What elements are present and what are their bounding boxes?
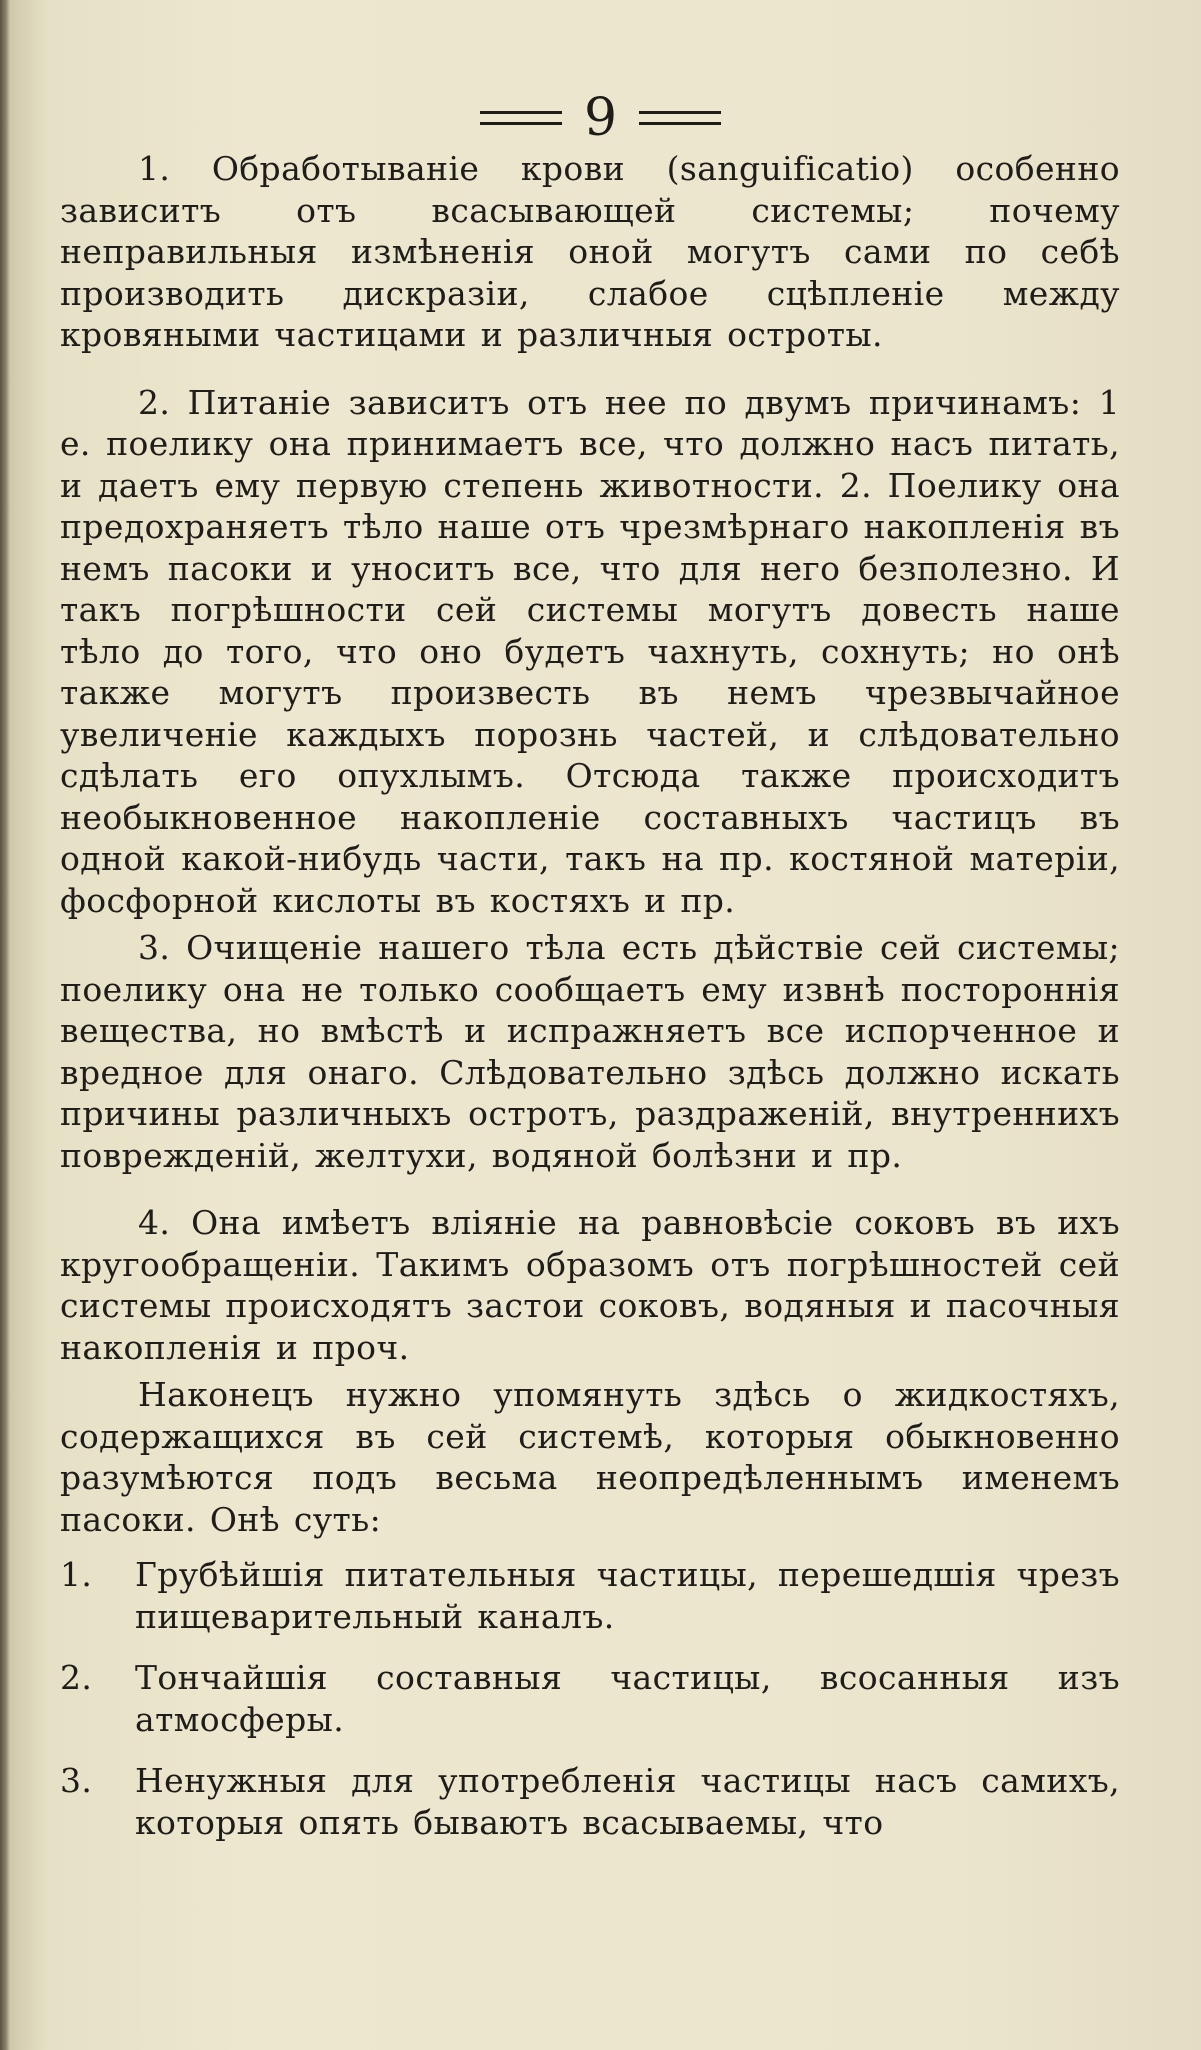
paragraph-1: 1. Обработываніе крови (sanguificatio) особенно зависитъ отъ всасывающей системы; почему неправильныя измѣненія оной могутъ сами по себѣ производить дискразіи, слабое сцѣпленіе между кровяными частицами и различныя остроты.	[60, 149, 1120, 354]
list-item	[60, 1657, 1120, 1740]
list-item-text: Ненужныя для употребленія частицы насъ самихъ, которыя опять бываютъ всасываемы, что	[135, 1761, 1120, 1842]
list-item-text: Тончайшія составныя частицы, всосанныя изъ атмосферы.	[135, 1658, 1120, 1739]
list-item-number: 2.	[60, 1658, 93, 1697]
enumerated-list	[60, 1554, 1120, 1843]
paragraph-5: Наконецъ нужно упомянуть здѣсь о жидкостяхъ, содержащихся въ сей системѣ, которыя обыкновенно разумѣются подъ весьма неопредѣленнымъ именемъ пасоки. Онѣ суть:	[60, 1375, 1120, 1539]
list-item-text: Грубѣйшія питательныя частицы, перешедшія чрезъ пищеварительный каналъ.	[135, 1555, 1120, 1636]
paragraph-2: 2. Питаніе зависитъ отъ нее по двумъ причинамъ: 1 е. поелику она принимаетъ все, что должно насъ питать, и даетъ ему первую степень животности. 2. Поелику она предохраняетъ тѣло наше отъ чрезмѣрнаго накопленія въ немъ пасоки и уноситъ все, что для него безполезно. И такъ погрѣшности сей системы могутъ довесть наше тѣло до того, что оно будетъ чахнуть, сохнуть; но онѣ также могутъ произвесть въ немъ чрезвычайное увеличеніе каждыхъ порознь частей, и слѣдовательно сдѣлать его опухлымъ. Отсюда также происходитъ необыкновенное накопленіе составныхъ частицъ въ одной какой-нибудь части, такъ на пр. костяной матеріи, фосфорной кислоты въ костяхъ и пр.	[60, 382, 1120, 920]
body-text	[60, 148, 1120, 1843]
list-item	[60, 1554, 1120, 1637]
header-rule-right	[639, 111, 721, 125]
paragraph-4: 4. Она имѣетъ вліяніе на равновѣсіе соковъ въ ихъ кругообращеніи. Такимъ образомъ отъ погрѣшностей сей системы происходятъ застои соковъ, водяныя и пасочныя накопленія и проч.	[60, 1203, 1120, 1367]
page-header	[0, 88, 1201, 148]
list-item-number: 1.	[60, 1555, 93, 1594]
page-number: 9	[583, 88, 618, 148]
list-item	[60, 1760, 1120, 1843]
header-rule-left	[480, 111, 562, 125]
list-item-number: 3.	[60, 1761, 93, 1800]
page-spine-shadow	[0, 0, 10, 2050]
paragraph-3: 3. Очищеніе нашего тѣла есть дѣйствіе сей системы; поелику она не только сообщаетъ ему извнѣ постороннія вещества, но вмѣстѣ и испражняетъ все испорченное и вредное для онаго. Слѣдовательно здѣсь должно искать причины различныхъ остротъ, раздраженій, внутреннихъ поврежденій, желтухи, водяной болѣзни и пр.	[60, 928, 1120, 1175]
